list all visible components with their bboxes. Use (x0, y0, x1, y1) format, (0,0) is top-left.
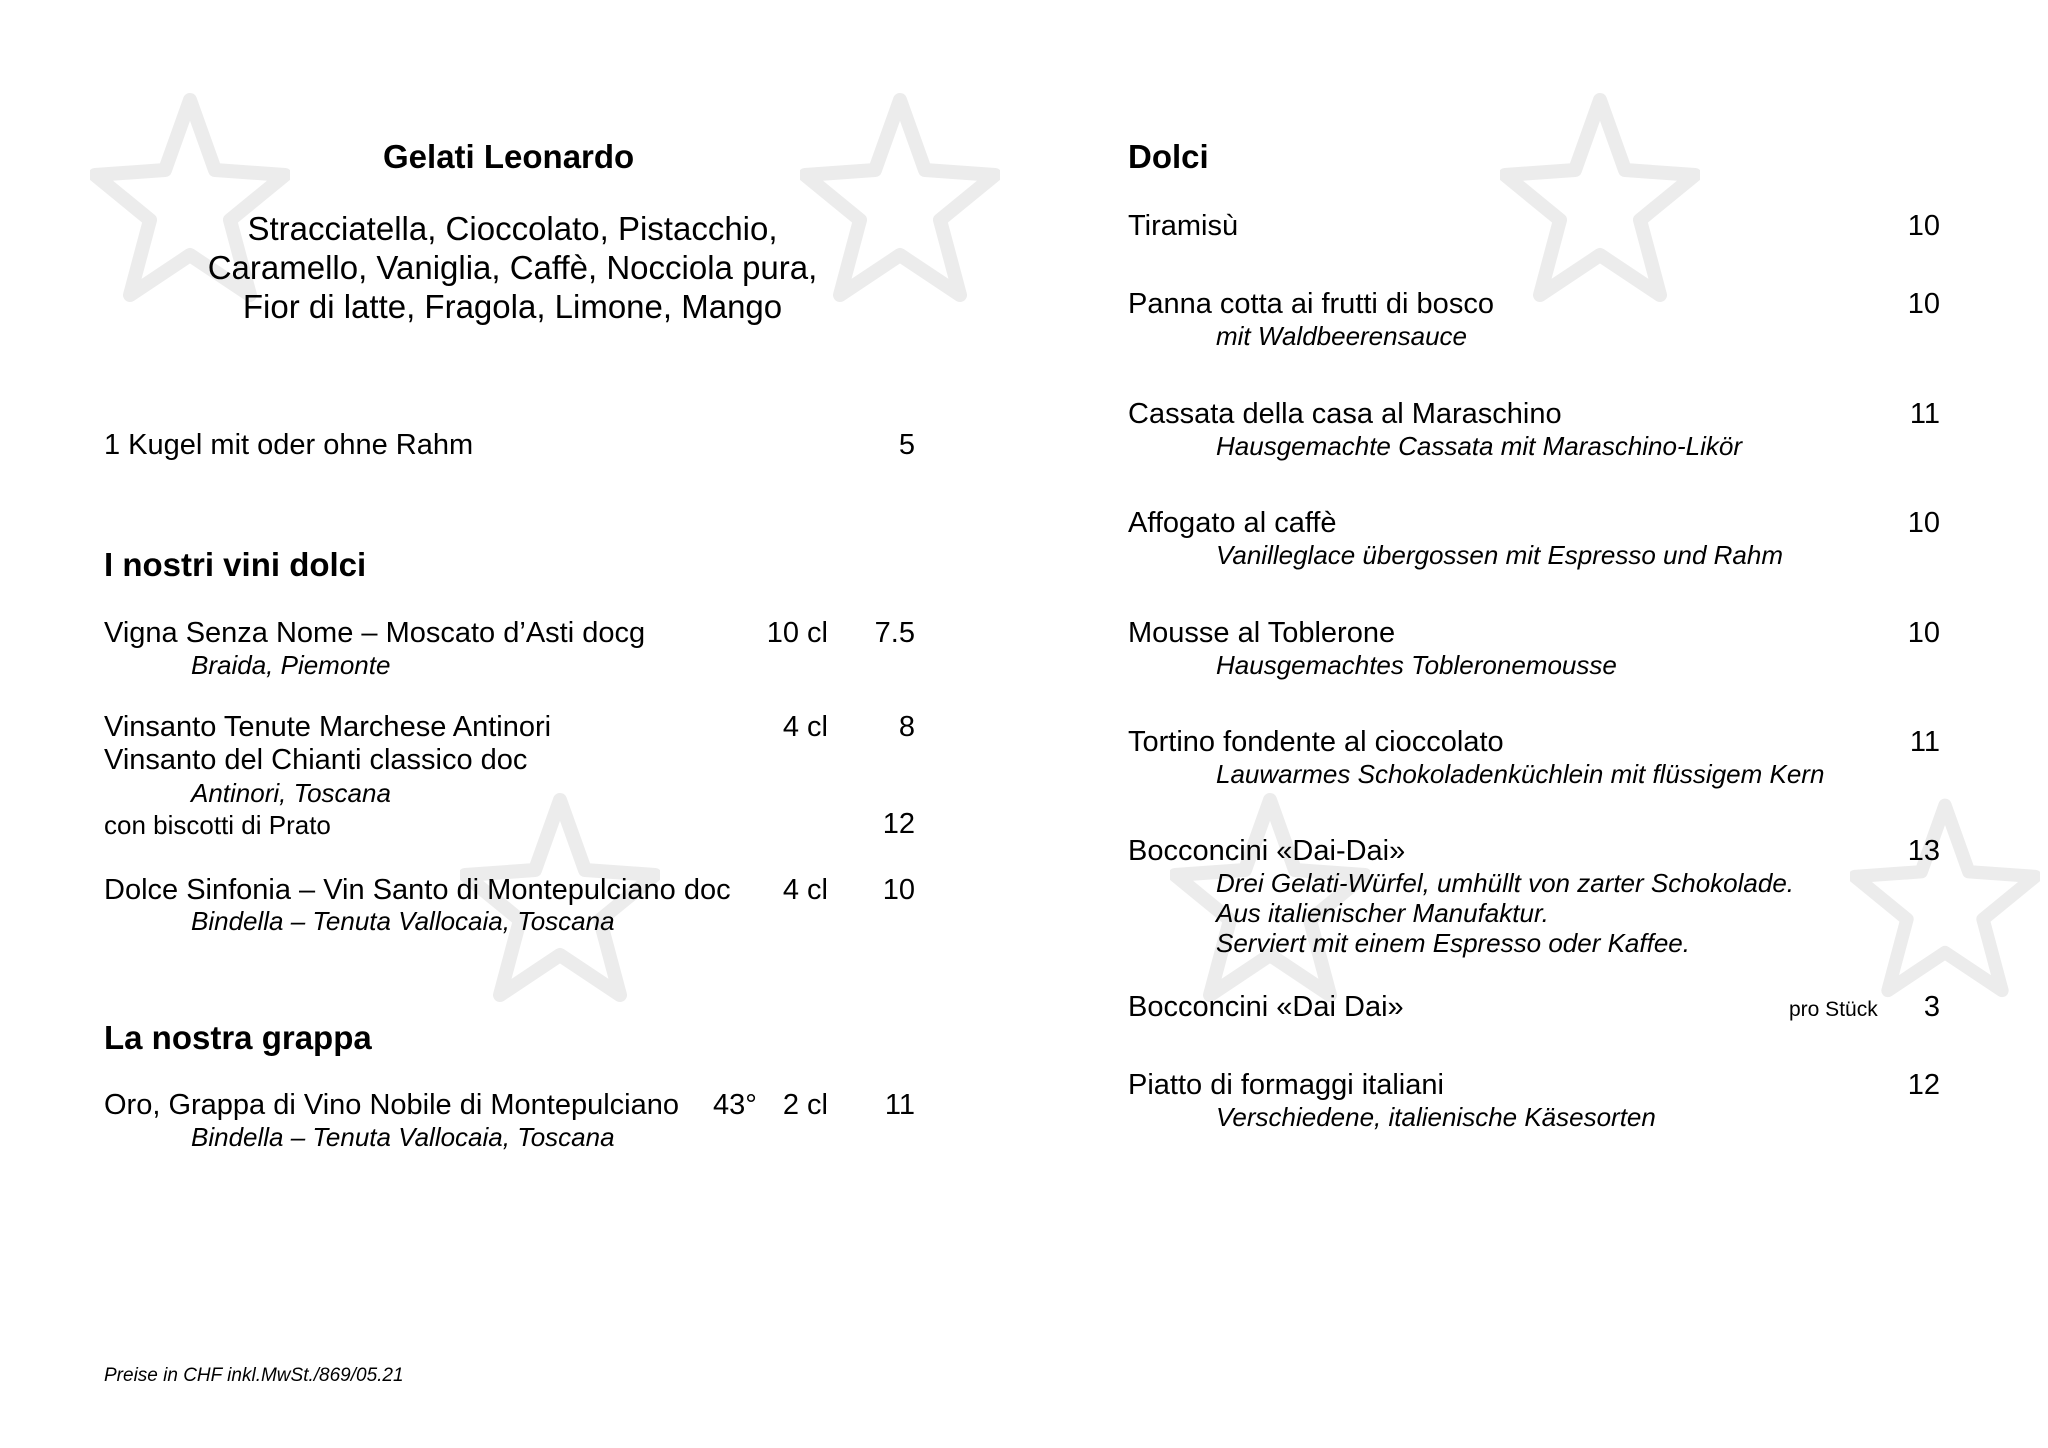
vino-qty: 10 cl (766, 617, 828, 649)
dolce-desc: Hausgemachtes Tobleronemousse (1216, 650, 1617, 680)
dolce-desc: mit Waldbeerensauce (1216, 321, 1467, 351)
dolce-price: 10 (1907, 288, 1940, 320)
gelati-title: Gelati Leonardo (383, 138, 635, 175)
dolce-price: 11 (1909, 398, 1940, 430)
dolce-price: 10 (1907, 617, 1940, 649)
dolce-price: 3 (1923, 991, 1940, 1023)
dolce-desc: Hausgemachte Cassata mit Maraschino-Likör (1216, 431, 1742, 461)
restaurant-guru-logo-icon (1500, 90, 1700, 320)
vino-origin: Bindella – Tenuta Vallocaia, Toscana (191, 906, 615, 936)
vino-origin: Braida, Piemonte (191, 650, 391, 680)
dolce-desc-line2: Aus italienischer Manufaktur. (1216, 898, 1549, 928)
dolce-price: 10 (1907, 507, 1940, 539)
grappa-qty: 2 cl (782, 1089, 828, 1121)
dolce-price: 10 (1907, 210, 1940, 242)
grappa-origin: Bindella – Tenuta Vallocaia, Toscana (191, 1122, 615, 1152)
vino-extra-label: con biscotti di Prato (104, 810, 331, 840)
vino-qty: 4 cl (782, 711, 828, 743)
dolce-desc-line3: Serviert mit einem Espresso oder Kaffee. (1216, 928, 1690, 958)
dolce-name: Cassata della casa al Maraschino (1128, 398, 1562, 430)
restaurant-guru-logo-icon (1850, 790, 2040, 1020)
dolce-name: Panna cotta ai frutti di bosco (1128, 288, 1494, 320)
dolci-title: Dolci (1128, 138, 1209, 175)
dolce-desc: Lauwarmes Schokoladenküchlein mit flüssigem Kern (1216, 759, 1825, 789)
dolce-name: Tiramisù (1128, 210, 1239, 242)
grappa-price: 11 (884, 1089, 915, 1121)
dolce-name: Bocconcini «Dai Dai» (1128, 991, 1404, 1023)
gelati-kugel-label: 1 Kugel mit oder ohne Rahm (104, 429, 474, 461)
vino-price: 10 (882, 874, 915, 906)
dolce-name: Bocconcini «Dai-Dai» (1128, 835, 1406, 867)
vino-origin: Antinori, Toscana (191, 778, 391, 808)
dolce-unit: pro Stück (1789, 998, 1878, 1021)
dolce-name: Affogato al caffè (1128, 507, 1337, 539)
dolce-desc: Drei Gelati-Würfel, umhüllt von zarter Schokolade. (1216, 868, 1795, 898)
vino-extra-price: 12 (882, 808, 915, 840)
dolce-desc: Verschiedene, italienische Käsesorten (1216, 1102, 1656, 1132)
grappa-name: Oro, Grappa di Vino Nobile di Montepulciano (104, 1089, 679, 1121)
vino-name-line2: Vinsanto del Chianti classico doc (104, 744, 528, 776)
grappa-degree: 43° (713, 1089, 757, 1121)
dolce-price: 12 (1907, 1069, 1940, 1101)
dolce-desc: Vanilleglace übergossen mit Espresso und Rahm (1216, 540, 1784, 570)
dolce-price: 13 (1907, 835, 1940, 867)
price-footer: Preise in CHF inkl.MwSt./869/05.21 (104, 1365, 404, 1386)
vino-name: Vigna Senza Nome – Moscato d’Asti docg (104, 617, 646, 649)
grappa-title: La nostra grappa (104, 1019, 372, 1056)
dolce-name: Piatto di formaggi italiani (1128, 1069, 1444, 1101)
dolce-name: Tortino fondente al cioccolato (1128, 726, 1504, 758)
vino-price: 7.5 (874, 617, 915, 649)
vino-price: 8 (898, 711, 915, 743)
vini-title: I nostri vini dolci (104, 546, 367, 583)
vino-name: Vinsanto Tenute Marchese Antinori (104, 711, 552, 743)
dolce-price: 11 (1909, 726, 1940, 758)
vino-name: Dolce Sinfonia – Vin Santo di Montepulciano doc (104, 874, 731, 906)
gelati-kugel-price: 5 (898, 429, 915, 461)
gelati-flavors: Stracciatella, Cioccolato, Pistacchio, Caramello, Vaniglia, Caffè, Nocciola pura, Fior di latte, Fragola, Limone, Mango (207, 210, 818, 325)
vino-qty: 4 cl (782, 874, 828, 906)
dolce-name: Mousse al Toblerone (1128, 617, 1396, 649)
